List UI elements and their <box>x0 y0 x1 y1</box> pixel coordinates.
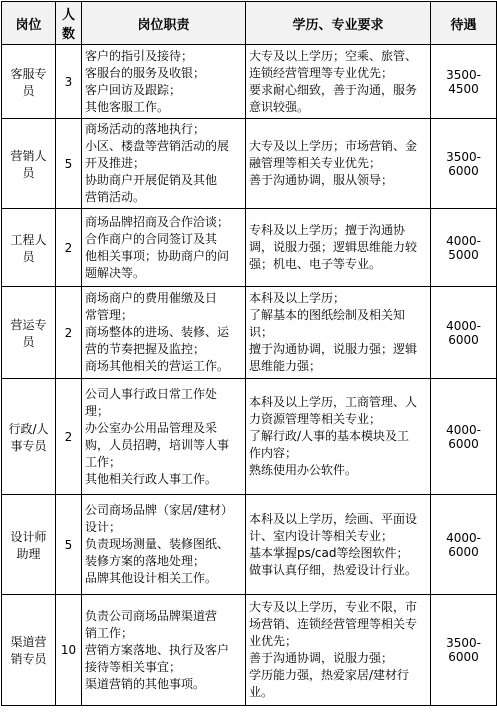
salary-cell: 3500-6000 <box>431 595 497 706</box>
requirement-line: 大专及以上学历；市场营销、金 <box>249 139 418 153</box>
table-row <box>2 287 497 379</box>
requirements-cell <box>246 209 431 287</box>
salary-cell: 3500-6000 <box>431 119 497 209</box>
salary-cell: 3500-4500 <box>431 45 497 119</box>
table-row <box>2 595 497 706</box>
duty-line: 客户回访及跟踪； <box>85 82 182 97</box>
position-name: 营运专员 <box>10 317 47 349</box>
duty-line: 品牌其他设计相关工作。 <box>85 571 218 585</box>
requirement-line: 融管理等相关专业优先； <box>249 156 382 170</box>
requirement-line: 意识较强。 <box>249 99 310 114</box>
header-salary: 待遇 <box>431 2 497 45</box>
table-body <box>2 45 497 706</box>
duty-line: 客服台的服务及收银； <box>85 65 206 80</box>
requirement-line: 连锁经营管理等专业优先； <box>249 65 394 80</box>
duty-line: 公司商场品牌（家居/建材） <box>85 503 234 517</box>
position-name: 客服专员 <box>10 66 47 98</box>
position-name: 行政/人事专员 <box>8 421 49 453</box>
position-cell <box>2 595 56 706</box>
position-cell <box>2 119 56 209</box>
requirement-line: 业优先； <box>249 634 298 648</box>
duty-line: 合作商户的合同签订及其 <box>85 231 218 246</box>
requirement-line: 学历能力强，热爱家居/建材行 <box>249 668 410 682</box>
duty-line: 公司人事行政日常工作处 <box>85 386 218 401</box>
header-requirements: 学历、专业要求 <box>246 2 431 45</box>
duties-cell <box>82 495 246 595</box>
duty-line: 他相关事项；协助商户的问 <box>85 248 230 263</box>
requirement-line: 本科及以上学历，工商管理、人 <box>249 395 418 409</box>
headcount-cell: 2 <box>56 287 82 379</box>
requirement-line: 强；机电、电子等专业。 <box>249 257 382 271</box>
duty-line: 商场整体的进场、装修、运 <box>85 325 230 339</box>
duty-line: 办公室办公用品管理及采 <box>85 420 218 435</box>
table-row <box>2 495 497 595</box>
requirement-line: 熟练使用办公软件。 <box>249 463 358 477</box>
salary-cell: 4000-6000 <box>431 379 497 495</box>
duties-cell <box>82 379 246 495</box>
requirements-cell <box>246 495 431 595</box>
duty-line: 其他相关行政人事工作。 <box>85 471 218 486</box>
duties-cell <box>82 119 246 209</box>
duty-line: 客户的指引及接待； <box>85 48 194 63</box>
duty-line: 负责公司商场品牌渠道营 <box>85 608 218 623</box>
header-position: 岗位 <box>2 2 56 45</box>
header-count: 人数 <box>56 2 82 45</box>
position-cell <box>2 379 56 495</box>
salary-cell: 4000-6000 <box>431 287 497 379</box>
duty-line: 渠道营销的其他事项。 <box>85 676 206 691</box>
requirement-line: 了解基本的图纸绘制及相关知 <box>249 308 406 322</box>
requirement-line: 本科及以上学历，绘画、平面设 <box>249 511 418 526</box>
table-row <box>2 119 497 209</box>
table-header <box>2 2 497 45</box>
requirement-line: 善于沟通协调，说服力强； <box>249 651 394 665</box>
duty-line: 理； <box>85 403 110 418</box>
recruitment-table <box>1 1 497 706</box>
duty-line: 设计； <box>85 520 122 534</box>
requirement-line: 专科及以上学历；擅于沟通协 <box>249 223 406 237</box>
table-row <box>2 379 497 495</box>
duty-line: 常管理； <box>85 308 134 322</box>
requirement-line: 调，说服力强；逻辑思维能力较 <box>249 240 418 254</box>
duties-cell <box>82 209 246 287</box>
position-cell <box>2 495 56 595</box>
requirement-line: 大专及以上学历；空乘、旅管、 <box>249 48 418 63</box>
duty-line: 小区、楼盘等营销活动的展 <box>85 139 230 153</box>
duty-line: 开及推进； <box>85 156 146 170</box>
requirement-line: 大专及以上学历，专业不限，市 <box>249 600 418 614</box>
header-duties: 岗位职责 <box>82 2 246 45</box>
requirement-line: 擅于沟通协调，说服力强；逻辑 <box>249 342 418 356</box>
header-row <box>2 2 497 45</box>
duty-line: 商场商户的费用催缴及日 <box>85 291 218 305</box>
requirement-line: 思维能力强； <box>249 359 322 373</box>
duty-line: 商场其他相关的营运工作。 <box>85 359 230 373</box>
position-name: 设计师助理 <box>10 529 47 561</box>
position-cell <box>2 287 56 379</box>
requirements-cell <box>246 287 431 379</box>
table-row <box>2 45 497 119</box>
requirement-line: 计、室内设计等相关专业； <box>249 528 394 543</box>
salary-cell: 4000-6000 <box>431 495 497 595</box>
headcount-cell: 5 <box>56 495 82 595</box>
position-name: 营销人员 <box>10 148 47 180</box>
duty-line: 商场活动的落地执行； <box>85 122 206 136</box>
requirement-line: 善于沟通协调，服从领导； <box>249 173 394 187</box>
duties-cell <box>82 45 246 119</box>
duty-line: 销工作； <box>85 625 134 640</box>
position-cell <box>2 45 56 119</box>
requirement-line: 本科及以上学历； <box>249 291 346 305</box>
headcount-cell: 5 <box>56 119 82 209</box>
headcount-cell: 2 <box>56 379 82 495</box>
position-cell <box>2 209 56 287</box>
duty-line: 购，人员招聘，培训等人事 <box>85 437 230 452</box>
duties-cell <box>82 287 246 379</box>
headcount-cell: 10 <box>56 595 82 706</box>
duty-line: 装修方案的落地处理； <box>85 554 206 568</box>
headcount-cell: 3 <box>56 45 82 119</box>
duties-cell <box>82 595 246 706</box>
duty-line: 其他客服工作。 <box>85 99 170 114</box>
requirement-line: 识； <box>249 325 274 339</box>
requirement-line: 场营销、连锁经营管理等相关专 <box>249 617 418 631</box>
position-name: 工程人员 <box>10 232 47 264</box>
salary-cell: 4000-5000 <box>431 209 497 287</box>
requirement-line: 了解行政/人事的基本模块及工 <box>249 429 410 443</box>
duty-line: 协助商户开展促销及其他 <box>85 173 218 187</box>
duty-line: 工作； <box>85 454 122 469</box>
duty-line: 接待等相关事宜； <box>85 659 182 674</box>
requirement-line: 做事认真仔细，热爱设计行业。 <box>249 562 418 577</box>
duty-line: 营销活动。 <box>85 190 146 204</box>
table-row <box>2 209 497 287</box>
position-name: 渠道营销专员 <box>10 635 47 666</box>
requirement-line: 基本掌握ps/cad等绘图软件； <box>249 545 409 560</box>
duty-line: 题解决等。 <box>85 265 146 280</box>
requirement-line: 业。 <box>249 685 274 699</box>
requirement-line: 要求耐心细致，善于沟通，服务 <box>249 82 418 97</box>
requirements-cell <box>246 595 431 706</box>
duty-line: 营销方案落地、执行及客户 <box>85 642 230 657</box>
requirements-cell <box>246 379 431 495</box>
requirements-cell <box>246 45 431 119</box>
requirement-line: 力资源管理等相关专业； <box>249 412 382 426</box>
requirement-line: 作内容； <box>249 446 298 460</box>
duty-line: 营的节奏把握及监控； <box>85 342 206 356</box>
duty-line: 商场品牌招商及合作洽谈； <box>85 214 230 229</box>
headcount-cell: 2 <box>56 209 82 287</box>
duty-line: 负责现场测量、装修图纸、 <box>85 537 230 551</box>
requirements-cell <box>246 119 431 209</box>
